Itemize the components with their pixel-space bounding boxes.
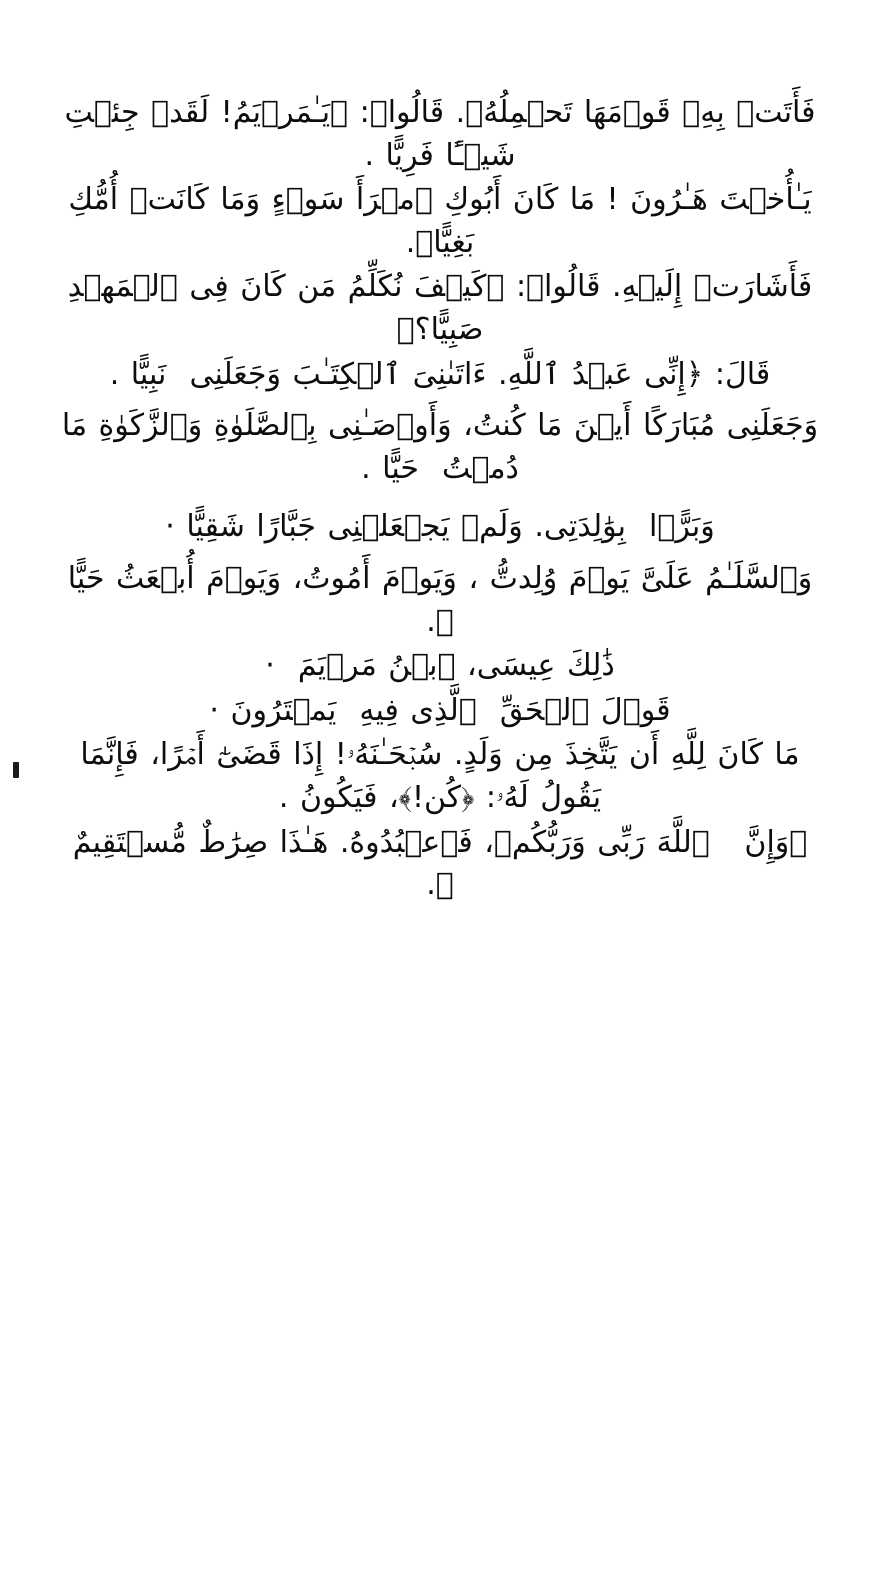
verse-line: ذَٰلِكَ عِيسَى، ٱبۡنُ مَرۡيَمَ · <box>265 648 615 684</box>
verse-line: وَبَرًّۢا بِوَٰلِدَتِى. وَلَمۡ يَجۡعَلۡنِى جَبَّارًا شَقِيًّا · <box>165 509 715 545</box>
verse-line: فَأَشَارَتۡ إِلَيۡهِ. قَالُوا۟: ﴿كَيۡفَ نُكَلِّمُ مَن كَانَ فِى ٱلۡمَهۡدِ صَبِيًّا؟﴾ <box>56 269 813 347</box>
verse-line: فَأَتَتۡ بِهِۦ قَوۡمَهَا تَحۡمِلُهُۥ. قَالُوا۟: ﴿يَـٰمَرۡيَمُ! لَقَدۡ جِئۡتِ شَيۡـًٔا فَرِيًّا . <box>52 95 816 173</box>
verse-line: قَوۡلَ ٱلۡحَقِّ ٱلَّذِى فِيهِ يَمۡتَرُونَ · <box>209 692 671 728</box>
verse-line: وَجَعَلَنِى مُبَارَكًا أَيۡنَ مَا كُنتُ، وَأَوۡصَـٰنِى بِٱلصَّلَوٰةِ وَٱلزَّكَوٰةِ مَا دُمۡتُ حَيًّا . <box>50 408 819 486</box>
verse-line: ﴿وَإِنَّ ٱللَّهَ رَبِّى وَرَبُّكُمۡ، فَٱعۡبُدُوهُ. هَـٰذَا صِرَٰطٌ مُّسۡتَقِيمٌ ﴾. <box>61 824 808 903</box>
verse-line: قَالَ: ﴿إِنِّى عَبۡدُ ٱللَّهِ. ءَاتَىٰنِىَ ٱلۡكِتَـٰبَ وَجَعَلَنِى نَبِيًّا . <box>109 356 771 392</box>
verse-line: وَٱلسَّلَـٰمُ عَلَىَّ يَوۡمَ وُلِدتُّ ، وَيَوۡمَ أَمُوتُ، وَيَوۡمَ أُبۡعَثُ حَيًّا ﴾. <box>33 560 813 639</box>
arabic-text-block <box>33 92 820 909</box>
margin-mark <box>13 762 19 778</box>
verse-line: مَا كَانَ لِلَّهِ أَن يَتَّخِذَ مِن وَلَدٍ. سُبۡحَـٰنَهُۥ! إِذَا قَضَىٰٓ أَمۡرًا، فَإِنَّمَا يَقُولُ لَهُۥ: ﴿كُن!﴾، فَيَكُونُ . <box>68 737 800 815</box>
verse-line: يَـٰأُخۡتَ هَـٰرُونَ ! مَا كَانَ أَبُوكِ ٱمۡرَأَ سَوۡءٍ وَمَا كَانَتۡ أُمُّكِ بَغِيًّا﴾. <box>56 182 812 260</box>
